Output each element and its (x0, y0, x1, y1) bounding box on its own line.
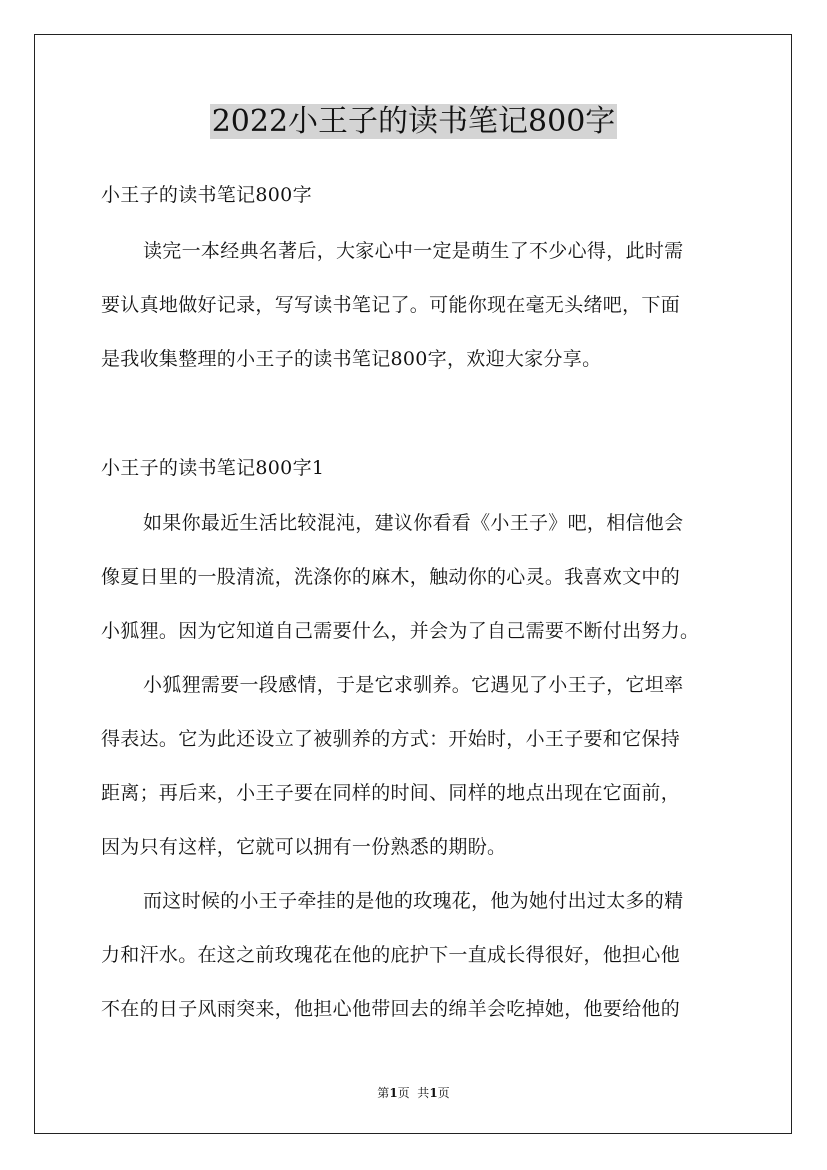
footer-page-prefix: 第 (377, 1086, 390, 1100)
footer-page-mid: 页 共 (397, 1086, 430, 1100)
footer-page-suffix: 页 (437, 1086, 450, 1100)
paragraph2-line-1: 小狐狸需要一段感情，于是它求驯养。它遇见了小王子，它坦率 (143, 674, 684, 696)
intro-line-1: 读完一本经典名著后，大家心中一定是萌生了不少心得，此时需 (143, 240, 684, 262)
section-heading: 小王子的读书笔记800字1 (101, 457, 325, 479)
paragraph3-line-1: 而这时候的小王子牵挂的是他的玫瑰花，他为她付出过太多的精 (143, 890, 684, 912)
intro-line-2: 要认真地做好记录，写写读书笔记了。可能你现在毫无头绪吧，下面 (101, 294, 681, 316)
document-title (0, 100, 827, 144)
paragraph2-line-2: 得表达。它为此还设立了被驯养的方式：开始时，小王子要和它保持 (101, 728, 681, 750)
paragraph1-line-1: 如果你最近生活比较混沌，建议你看看《小王子》吧，相信他会 (143, 512, 684, 534)
paragraph1-line-3: 小狐狸。因为它知道自己需要什么，并会为了自己需要不断付出努力。 (101, 620, 700, 642)
paragraph2-line-3: 距离；再后来，小王子要在同样的时间、同样的地点出现在它面前， (101, 782, 681, 804)
paragraph2-line-4: 因为只有这样，它就可以拥有一份熟悉的期盼。 (101, 836, 507, 858)
document-subtitle: 小王子的读书笔记800字 (101, 184, 312, 206)
footer-page-number: 1 (389, 1086, 398, 1100)
paragraph3-line-2: 力和汗水。在这之前玫瑰花在他的庇护下一直成长得很好，他担心他 (101, 944, 681, 966)
paragraph3-line-3: 不在的日子风雨突来，他担心他带回去的绵羊会吃掉她，他要给他的 (101, 998, 681, 1020)
intro-line-3: 是我收集整理的小王子的读书笔记800字，欢迎大家分享。 (101, 348, 602, 370)
paragraph1-line-2: 像夏日里的一股清流，洗涤你的麻木，触动你的心灵。我喜欢文中的 (101, 566, 681, 588)
footer-page-total: 1 (429, 1086, 438, 1100)
document-title-text: 2022小王子的读书笔记800字 (211, 104, 616, 139)
page-footer (0, 1084, 827, 1101)
